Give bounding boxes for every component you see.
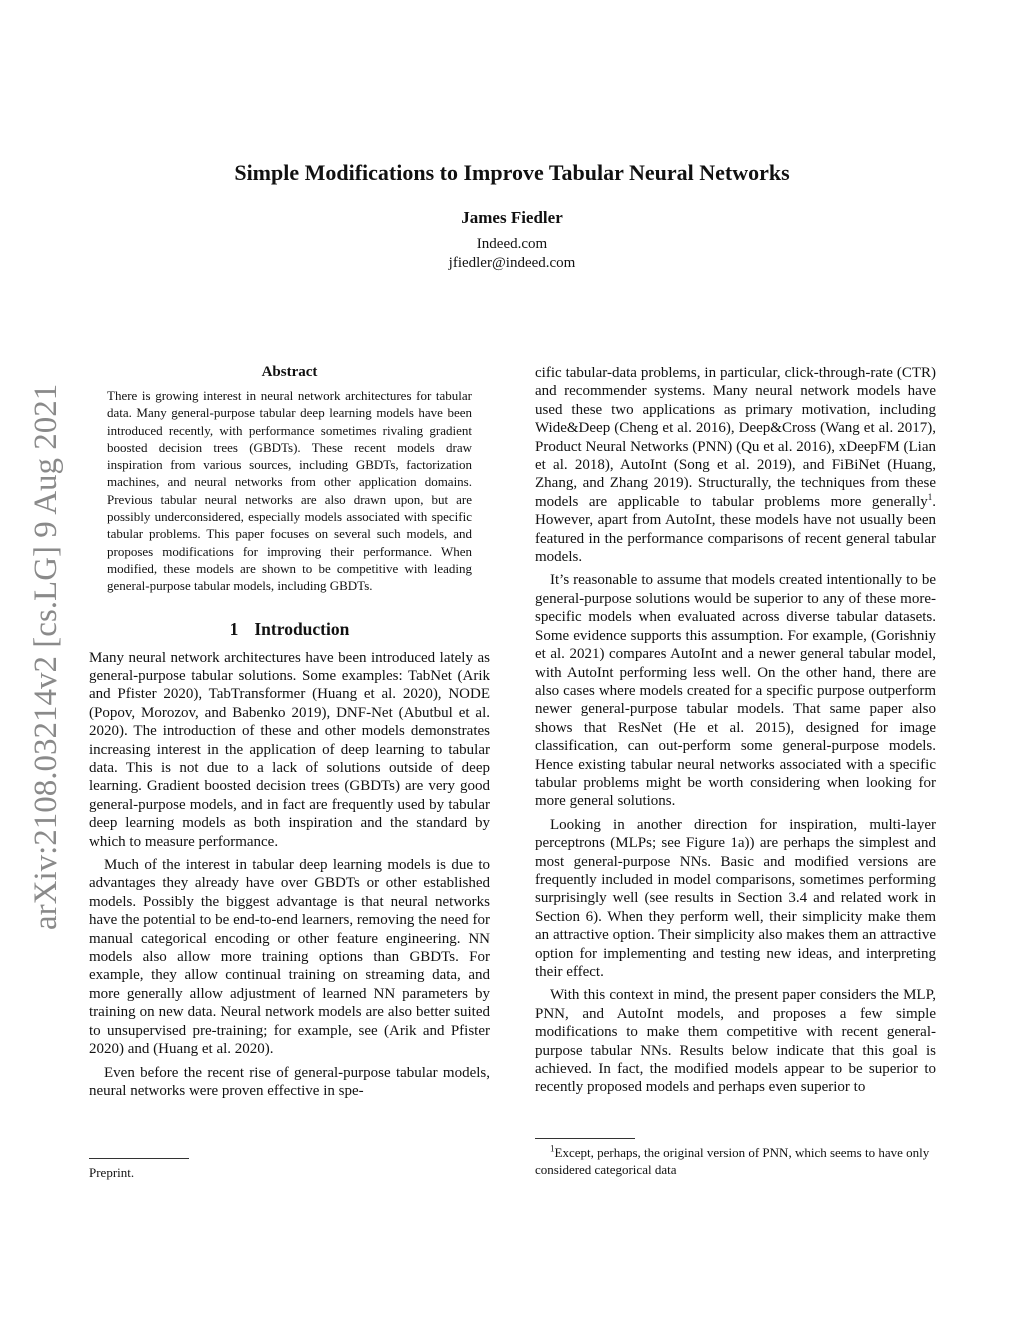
intro-paragraph-4: It’s reasonable to assume that models created intentionally to be general-purpose solutions would be superior to any of these more-specific models when evaluated across diverse tabular datasets. Some evidence supports this assumption. For example, (Gorishniy et al. 2021) compares AutoInt and a newer general tabular model, with AutoInt performing less well. On the other hand, there are also cases where models created for a specific purpose outperform newer general-purpose tabular models. That same paper also shows that ResNet (He et al. 2015), designed for image classification, can out-perform some general-purpose models. Hence existing tabular neural networks associated with a specific tabular problems might be worth considering when looking for more general solutions. [535,572,936,810]
author-name: James Fiedler [461,208,563,227]
intro-paragraph-3-text-b: . However, apart from AutoInt, these models have not usually been featured in the performance comparisons of recent general tabular models. [535,493,936,566]
author-email[interactable]: jfiedler@indeed.com [448,255,576,271]
footnote-rule [535,1138,635,1139]
right-footnote [535,1138,936,1178]
section-title: Introduction [254,618,350,639]
intro-paragraph-3-continued [535,364,936,566]
right-column [535,364,936,1097]
author-affiliation-block [0,235,1024,273]
paper-title: Simple Modifications to Improve Tabular Neural Networks [234,160,790,185]
footnote-1 [535,1144,936,1178]
footnote-number: 1 [550,1143,555,1154]
arxiv-identifier: arXiv:2108.03214v2 [cs.LG] 9 Aug 2021 [28,383,64,930]
left-column [89,364,490,1100]
intro-paragraph-5: Looking in another direction for inspiration, multi-layer perceptrons (MLPs; see Figure 1a)) are perhaps the simplest and most general-purpose NNs. Basic and modified versions are frequently included in model comparisons, sometimes performing surprisingly well (see results in Section 3.4 and related work in Section 6). When they perform well, their simplicity make them an attractive option. Their simplicity also makes them an attractive option for implementing and testing new ideas, and interpreting their effect. [535,816,936,980]
preprint-note: Preprint. [89,1165,135,1180]
section-heading-introduction [89,619,490,640]
intro-paragraph-1: Many neural network architectures have been introduced lately as general-purpose tabular solutions. Some examples: TabNet (Arik and Pfister 2020), TabTransformer (Huang et al. 2020), NODE (Popov, Morozov, and Babenko 2019), DNF-Net (Abutbul et al. 2020). The introduction of these and other models demonstrates increasing interest in the application of deep learning to tabular data. This is not due to a lack of solutions outside of deep learning. Gradient boosted decision trees (GBDTs) are very good general-purpose models, and in fact are frequently used by tabular deep learning models as both inspiration and the standard by which to measure performance. [89,649,490,850]
intro-paragraph-2: Much of the interest in tabular deep learning models is due to advantages they already have over GBDTs or other established models. Possibly the biggest advantage is that neural networks have the potential to be end-to-end learners, removing the need for manual categorical encoding or other feature engineering. NN models also allow more training options than GBDTs. For example, they allow continual training on streaming data, and more generally allow adjustment of learned NN parameters by training on new data. Neural network models are also better suited to unsupervised pre-training; for example, see (Arik and Pfister 2020) and (Huang et al. 2020). [89,857,490,1058]
footnote-rule [89,1158,189,1159]
abstract-heading: Abstract [261,364,318,380]
author-affiliation: Indeed.com [476,236,548,252]
section-number: 1 [229,618,239,639]
abstract-text: There is growing interest in neural network architectures for tabular data. Many general-purpose tabular deep learning models have been introduced recently, with performance sometimes rivaling gradient boosted decision trees (GBDTs). These recent models draw inspiration from various sources, including GBDTs, factorization machines, and neural networks from other application domains. Previous tabular neural networks are also drawn upon, but are possibly underconsidered, especially models associated with specific tabular problems. This paper focuses on several such models, and proposes modifications for improving their performance. When modified, these models are shown to be competitive with leading general-purpose tabular models, including GBDTs. [107,388,472,594]
intro-paragraph-6: With this context in mind, the present paper considers the MLP, PNN, and AutoInt models, and proposes a few simple modifications to make them competitive with recent general-purpose tabular NNs. Results below indicate that this goal is achieved. In fact, the modified models appear to be superior to recently proposed models and perhaps even superior to [535,987,936,1096]
footnote-text: Except, perhaps, the original version of PNN, which seems to have only considered categorical data [535,1145,930,1177]
intro-paragraph-3-text-a: cific tabular-data problems, in particular, click-through-rate (CTR) and recommender systems. Many neural network models have used these two applications as primary motivation, including Wide&Deep (Cheng et al. 2016), Deep&Cross (Wang et al. 2017), Product Neural Networks (PNN) (Qu et al. 2016), xDeepFM (Lian et al. 2018), AutoInt (Song et al. 2019), and FiBiNet (Huang, Zhang, and Zhang 2019). Structurally, the techniques from these models are applicable to tabular problems more generally [535,365,936,510]
left-footnote [89,1158,490,1181]
footnote-marker[interactable]: 1 [927,491,933,502]
intro-paragraph-3: Even before the recent rise of general-purpose tabular models, neural networks were proven effective in spe- [89,1064,490,1099]
